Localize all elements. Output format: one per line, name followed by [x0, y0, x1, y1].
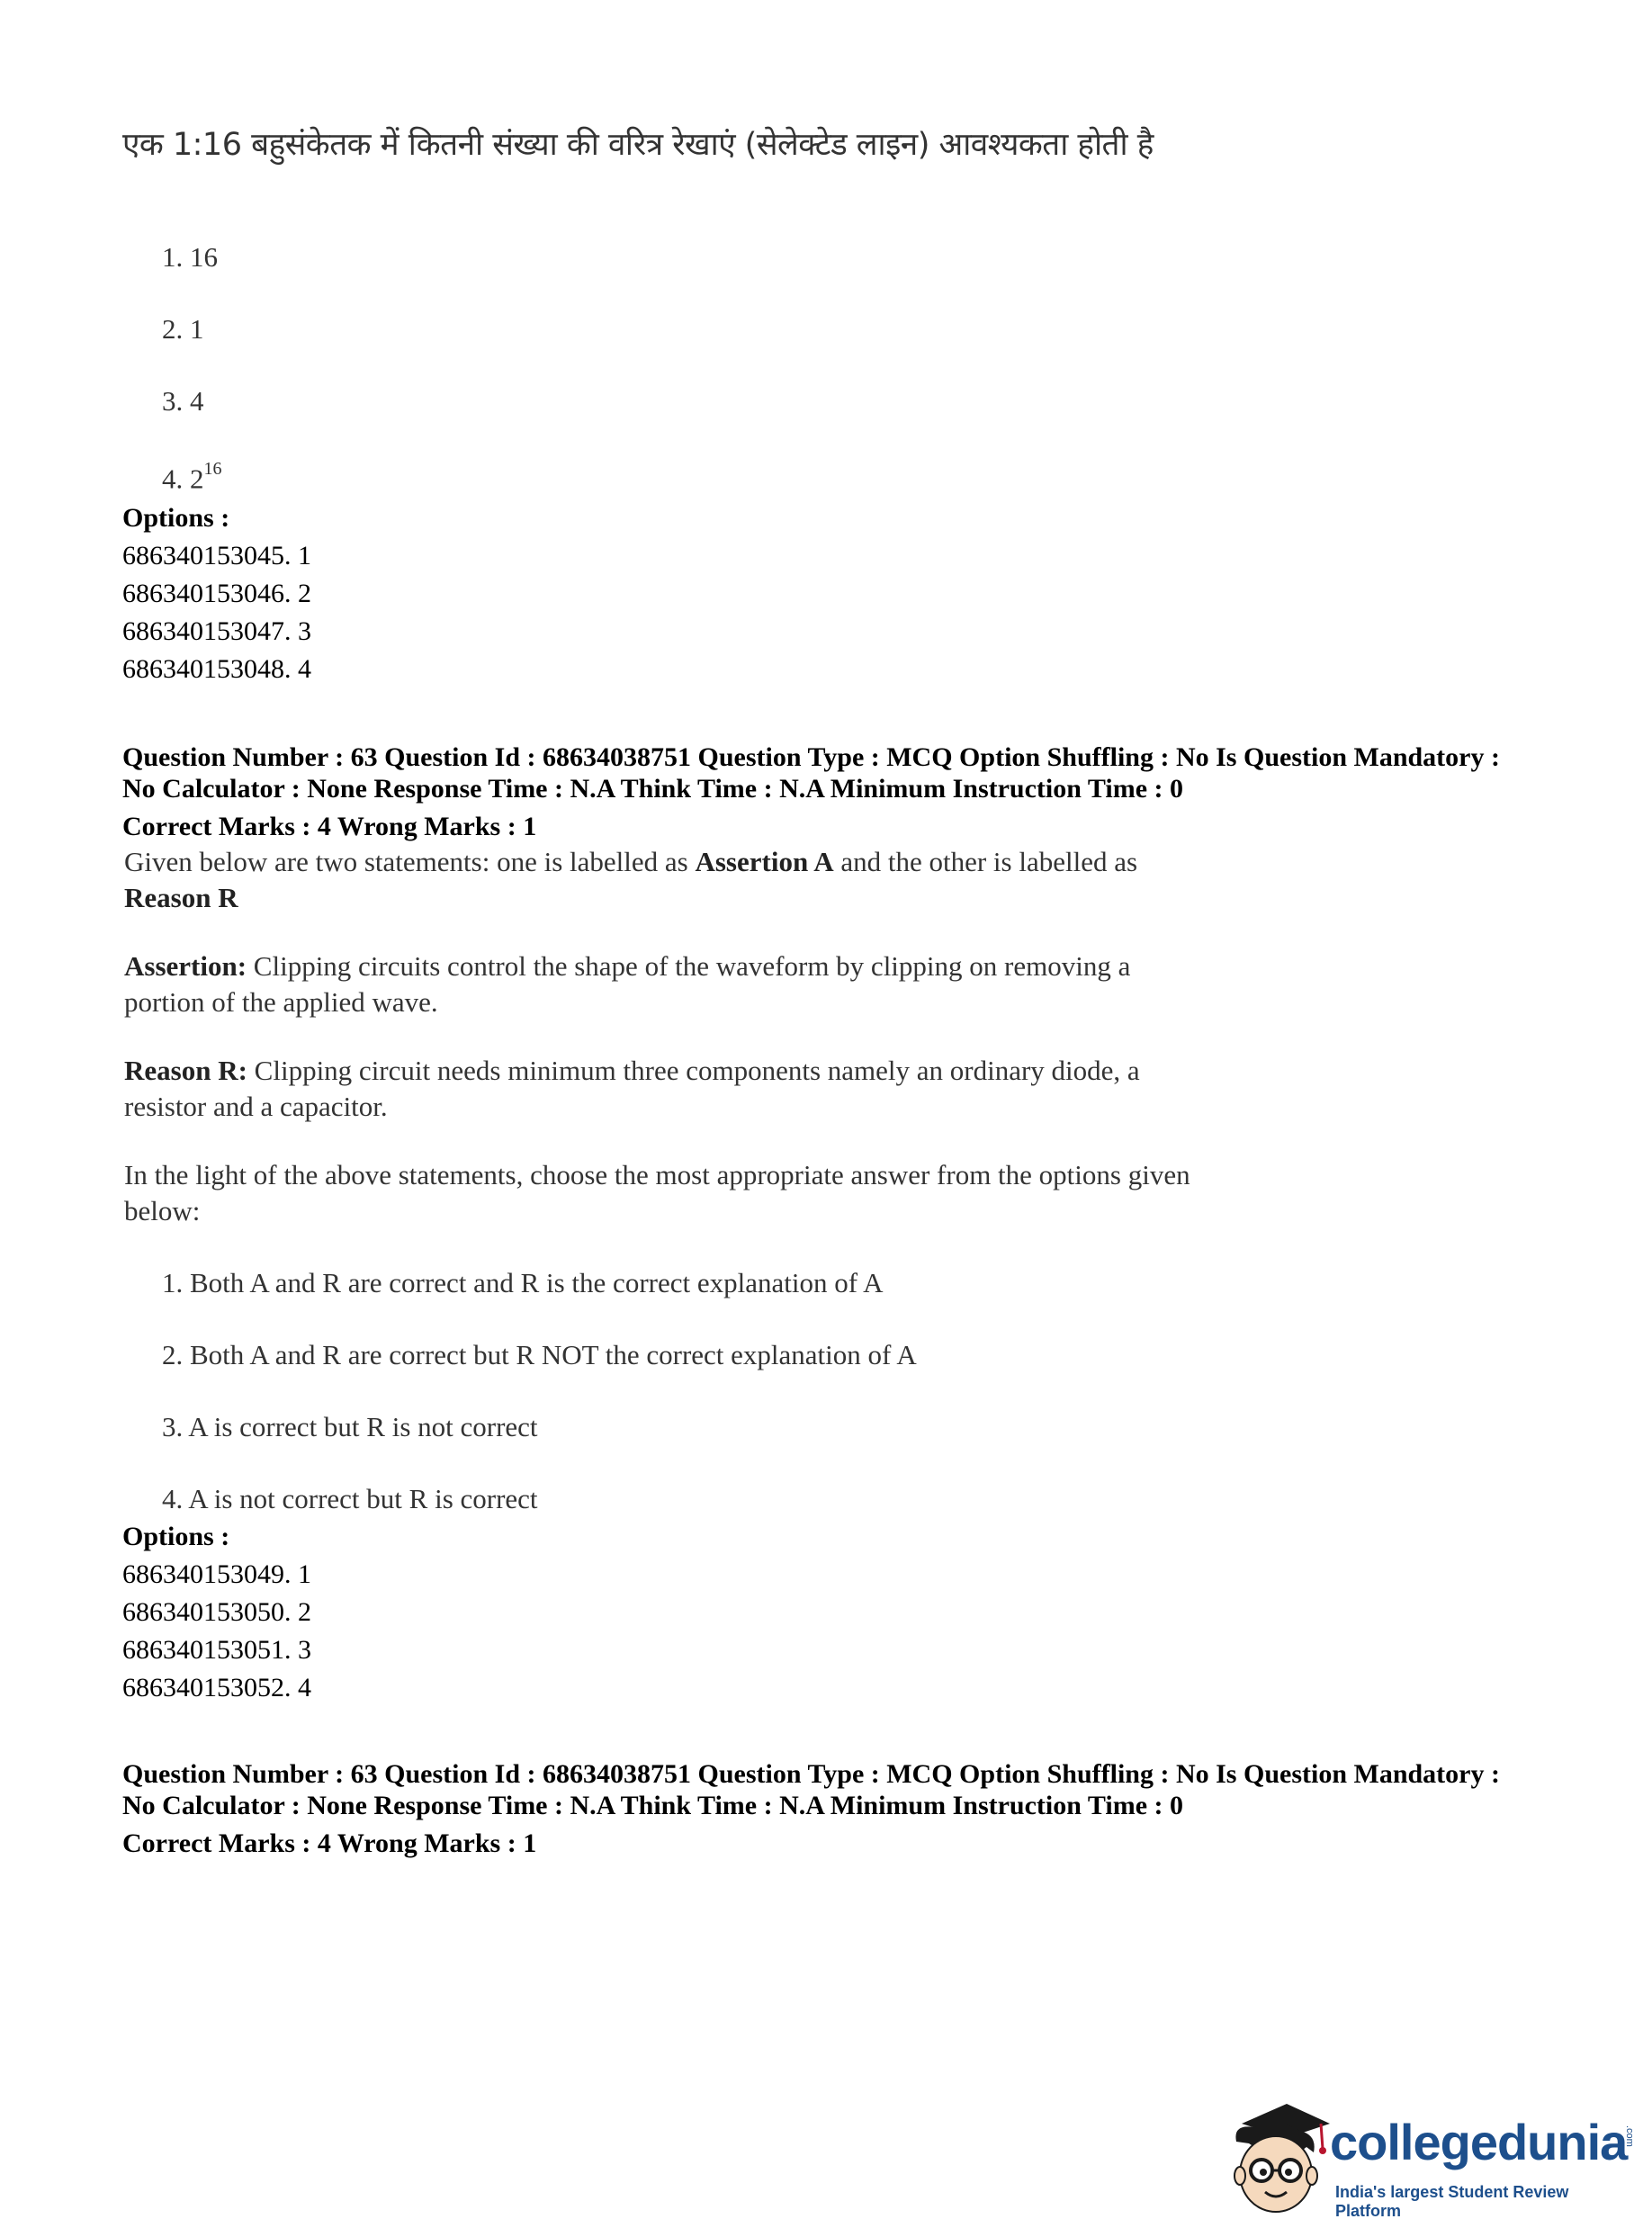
q1-options-label: Options :: [122, 503, 230, 533]
q1-option-1: 686340153045. 1: [122, 541, 311, 570]
q3-marks: Correct Marks : 4 Wrong Marks : 1: [122, 1828, 537, 1858]
logo-dotcom: .com: [1624, 2125, 1635, 2147]
collegedunia-logo: [1224, 2097, 1638, 2223]
q1-choice-3: 3. 4: [162, 385, 204, 417]
q3-meta-line-2: No Calculator : None Response Time : N.A Think Time : N.A Minimum Instruction Time : 0: [122, 1791, 1183, 1820]
q2-reason-label: Reason R:: [124, 1055, 247, 1086]
q2-option-2: 686340153050. 2: [122, 1597, 311, 1627]
q2-reason-text: Clipping circuit needs minimum three components namely an ordinary diode, a resistor and a capacitor.: [124, 1055, 1140, 1122]
q1-choice-4-exponent: 16: [203, 459, 222, 479]
q1-question-text: एक 1:16 बहुसंकेतक में कितनी संख्या की वरित्र रेखाएं (सेलेक्टेड लाइन) आवश्यकता होती है: [122, 127, 1154, 163]
q2-assertion: [124, 948, 1204, 1020]
q2-meta-line-1: Question Number : 63 Question Id : 68634038751 Question Type : MCQ Option Shuffling : No Is Question Mandatory :: [122, 742, 1500, 772]
q2-meta-line-2: No Calculator : None Response Time : N.A Think Time : N.A Minimum Instruction Time : 0: [122, 774, 1183, 804]
q1-option-3: 686340153047. 3: [122, 616, 311, 646]
q2-choice-1: 1. Both A and R are correct and R is the correct explanation of A: [162, 1267, 884, 1298]
logo-wordmark: collegedunia: [1330, 2114, 1628, 2170]
q2-intro-part-c: and the other is labelled as: [833, 846, 1138, 877]
q3-meta-line-1: Question Number : 63 Question Id : 68634038751 Question Type : MCQ Option Shuffling : No Is Question Mandatory :: [122, 1759, 1500, 1789]
q2-marks: Correct Marks : 4 Wrong Marks : 1: [122, 812, 537, 841]
q1-choice-2: 2. 1: [162, 313, 204, 345]
q2-option-4: 686340153052. 4: [122, 1673, 311, 1702]
q2-choice-2: 2. Both A and R are correct but R NOT the correct explanation of A: [162, 1339, 917, 1370]
q1-choice-1: 1. 16: [162, 241, 218, 273]
q1-option-2: 686340153046. 2: [122, 579, 311, 608]
q1-choice-4-base: 4. 2: [162, 463, 204, 495]
q2-reason: [124, 1053, 1204, 1125]
q1-choice-4: [162, 459, 222, 495]
q2-assertion-label: Assertion:: [124, 950, 247, 982]
logo-tagline: India's largest Student Review Platform: [1335, 2183, 1569, 2220]
q2-intro: [124, 844, 1204, 916]
q2-intro-part-a: Given below are two statements: one is labelled as: [124, 846, 696, 877]
q2-assertion-text: Clipping circuits control the shape of the waveform by clipping on removing a portion of the applied wave.: [124, 950, 1131, 1018]
q2-option-1: 686340153049. 1: [122, 1559, 311, 1589]
q2-intro-reason: Reason R: [124, 882, 238, 913]
q2-option-3: 686340153051. 3: [122, 1635, 311, 1665]
q2-intro-assertion: Assertion A: [695, 846, 834, 877]
student-mascot-icon: [1224, 2097, 1332, 2223]
q2-choice-3: 3. A is correct but R is not correct: [162, 1411, 538, 1442]
q2-instruction: In the light of the above statements, choose the most appropriate answer from the options given below:: [124, 1159, 1190, 1226]
q2-choice-4: 4. A is not correct but R is correct: [162, 1483, 538, 1514]
q1-option-4: 686340153048. 4: [122, 654, 311, 684]
q2-options-label: Options :: [122, 1522, 230, 1551]
